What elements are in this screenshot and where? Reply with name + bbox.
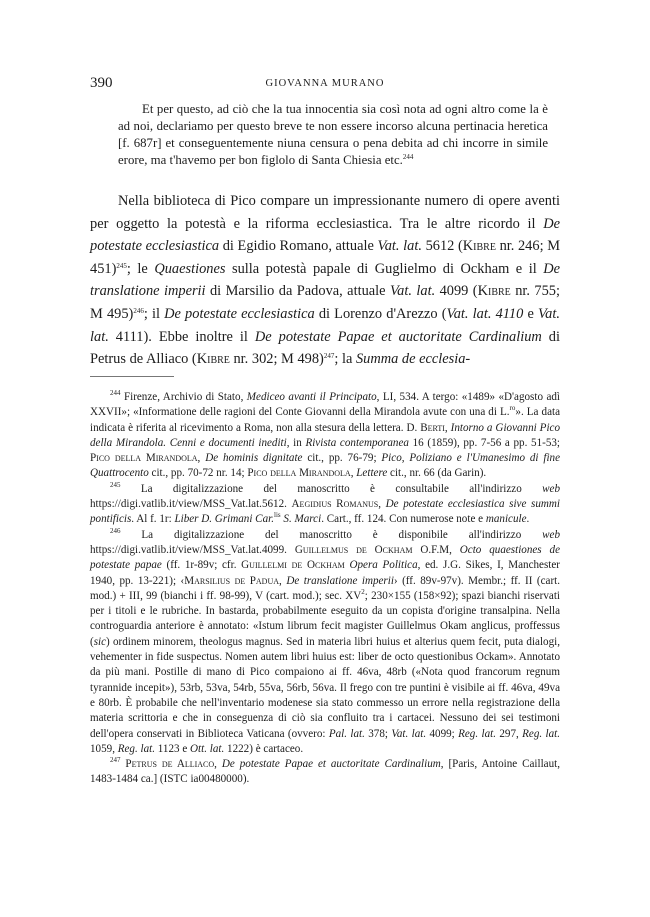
text-run: , xyxy=(197,452,206,465)
italic-word: web xyxy=(542,482,560,495)
footnote-separator xyxy=(90,376,174,377)
superscript: 2 xyxy=(361,587,365,596)
footnote-number: 247 xyxy=(110,756,121,765)
work-title: De potestate Papae et auctoritate Cardinalium xyxy=(221,758,441,771)
shelfmark: Vat. lat. xyxy=(391,727,427,740)
text-run: 5612 ( xyxy=(421,238,463,255)
work-title: Pico, Poliziano e l'Umanesimo di fine Quattrocento xyxy=(90,452,561,480)
text-run: 4099; xyxy=(426,727,459,740)
text-run: e xyxy=(523,305,538,322)
text-run: , LI, 534. A tergo: «1489» «D'agosto adì XXVII»; «Informatione delle ragioni del Conte Giovanni della Mirandola avute con una di L. xyxy=(90,391,561,419)
url-text: https://digi.vatlib.it/view/MSS_Vat.lat.4099. xyxy=(90,543,295,556)
footnote-number: 245 xyxy=(110,480,121,489)
text-run: 1123 e xyxy=(155,742,191,755)
text-run: 1059, xyxy=(90,742,118,755)
text-run: (ff. 1r-89v; cfr. xyxy=(161,559,242,572)
text-run: 1222) è cartaceo. xyxy=(224,742,304,755)
shelfmark: Reg. lat. xyxy=(458,727,496,740)
shelfmark: Vat. lat. xyxy=(389,283,436,300)
shelfmark: Reg. lat. xyxy=(117,742,156,755)
work-title: Mediceo avanti il Principato xyxy=(246,391,377,403)
author-name: Marsilius de Padua xyxy=(184,574,280,587)
italic-word: sic xyxy=(93,635,107,648)
text-run: cit., nr. 66 (da Garin). xyxy=(387,467,487,480)
text-run: cit., pp. 76-79; xyxy=(302,452,382,465)
author-name: Petrus de Alliaco xyxy=(125,758,215,771)
text-run: di Petrus de Alliaco ( xyxy=(90,328,560,368)
shelfmark: Reg. lat. xyxy=(522,727,560,740)
author-name: Aegidius Romanus xyxy=(291,498,379,511)
inscription: S. Marci xyxy=(280,513,322,526)
text-run: ; il xyxy=(143,305,165,322)
author-name: Pico della Mirandola xyxy=(247,467,351,480)
text-run: di Lorenzo d'Arezzo ( xyxy=(314,305,447,322)
italic-word: web xyxy=(542,528,560,541)
text-run: ; la xyxy=(334,351,356,368)
work-title: Opera Politica xyxy=(349,559,418,572)
text-run: ; le xyxy=(126,260,155,277)
text-run: , xyxy=(279,574,287,587)
work-title: Rivista contemporanea xyxy=(305,436,409,449)
author-name: Kibre xyxy=(196,351,230,368)
text-run: nr. 302; M 498) xyxy=(229,351,324,368)
text-run: , xyxy=(378,498,386,511)
url-text: https://digi.vatlib.it/view/MSS_Vat.lat.5612. xyxy=(90,498,292,511)
footnote-245 xyxy=(90,482,560,528)
footnote-ref[interactable]: 247 xyxy=(323,352,335,361)
shelfmark: Vat. lat. xyxy=(377,238,422,255)
text-run: 4099 ( xyxy=(435,283,478,300)
text-run: di Marsilio da Padova, attuale xyxy=(205,283,390,300)
text-run: nr. 755; M 495) xyxy=(90,283,560,322)
footnote-ref[interactable]: 246 xyxy=(133,306,144,315)
text-run: O.F.M, xyxy=(412,543,460,556)
author-name: Berti xyxy=(420,421,445,434)
block-quote xyxy=(118,101,548,169)
work-title: De translatione imperii xyxy=(90,260,560,300)
author-name: Guillelmi de Ockham xyxy=(241,559,345,572)
quote-text: Et per questo, ad ciò che la tua innocentia sia così nota ad ogni altro come la è ad noi, declariamo per questo breve te non essere incorso alcuna pertinacia heretica [f. 687r] et conseguentemente niuna censura o pena debita ad chi incorre in simile erore, ma t'havemo per bon figlolo di Santa Chiesia etc. xyxy=(118,102,548,167)
text-run: 378; xyxy=(364,727,392,740)
text-run: 16 (1859), pp. 7-56 a pp. 51-53; xyxy=(408,436,560,449)
work-title: Octo quaestiones de potestate papae xyxy=(90,543,561,572)
author-name: Pico della Mirandola xyxy=(90,452,198,465)
text-run: , xyxy=(214,758,222,771)
author-name: Kibre xyxy=(477,283,511,300)
shelfmark: Vat. lat. xyxy=(90,305,560,345)
footnote-247 xyxy=(90,757,560,788)
running-head: GIOVANNA MURANO xyxy=(265,78,385,89)
text-run: ) ordinem minorem, theologus magnus. Sed in materia libri huius et alterius quem fecit, puta dialogi, vehementer in fide suspectus. Nomen autem libri huius est: liber de octo questionibus Ockam». Annotato da più mani. Postille di mano di Pico compaiono ai ff. 46va, 48rb («Nota quod francorum regnum tyrannide incepit»), 53rb, 53va, 54rb, 55va, 56rb, 56va. Il frego con tre puntini è visibile ai ff. 46va, 49va e 80rb. È probabile che nell'inventario modenese sia stato commesso un errore nella registrazione della materia scrittoria e che in conseguenza di ciò sia confluito tra i cartacei. Nessuno dei sei testimoni dell'opera conservati in Biblioteca Vaticana (ovvero: xyxy=(90,635,560,740)
footnote-number: 244 xyxy=(110,389,121,397)
footnotes xyxy=(90,390,560,788)
shelfmark: Pal. lat. xyxy=(328,727,365,740)
text-run: › (ff. 89v-97v). Membr.; ff. II (cart. mod.) + III, 99 (bianchi i ff. 98-99), V (cart. mod.); sec. XV xyxy=(90,574,561,602)
work-title: De potestate ecclesiastica sive summi pontificis xyxy=(90,498,560,526)
body-paragraph xyxy=(90,190,560,371)
text-run: , ed. J.G. Sikes, I, Manchester 1940, pp. 13-221); ‹ xyxy=(90,559,560,587)
author-name: Kibre xyxy=(462,238,496,255)
shelfmark: Vat. lat. 4110 xyxy=(446,305,524,322)
inscription: Liber D. Grimani Car. xyxy=(174,513,274,526)
text-run: , xyxy=(350,467,357,480)
text-run: cit., pp. 70-72 nr. 14; xyxy=(148,467,248,480)
work-title: Lettere xyxy=(356,467,388,480)
work-title: De translatione imperii xyxy=(286,574,394,587)
text-run: Nella biblioteca di Pico compare un impressionante numero di opere aventi per oggetto la potestà e la riforma ecclesiastica. Tra le altre ricordo il xyxy=(90,193,560,232)
text-run: Firenze, Archivio di Stato, xyxy=(120,391,247,403)
text-run: ; 230×155 (158×92); spazi bianchi riservati per i titoli e le rubriche. In bastarda, probabilmente eseguito da un copista d'origine transalpina. Nella controguardia anteriore è annotato: «Istum librum fecit magister Guillelmus Okam anglicus, proffessus ( xyxy=(90,589,560,648)
work-title: De potestate ecclesiastica xyxy=(90,215,560,255)
italic-word: manicule xyxy=(485,513,527,526)
superscript: lis xyxy=(274,511,281,520)
text-run: La digitalizzazione del manoscritto è consultabile all'indirizzo xyxy=(120,482,543,495)
text-run: . xyxy=(526,513,530,526)
footnote-number: 246 xyxy=(110,526,121,535)
work-title: Intorno a Giovanni Pico della Mirandola. Cenni e documenti inediti xyxy=(90,421,561,449)
author-name: Guillelmus de Ockham xyxy=(294,543,413,556)
footnote-ref[interactable]: 245 xyxy=(116,261,127,270)
text-run: , [Paris, Antoine Caillaut, 1483-1484 ca.] (ISTC ia00480000). xyxy=(90,758,561,786)
page-header xyxy=(90,75,560,95)
text-run: ». La data indicata è riferita al ricevimento a Roma, non alla stesura della lettera. D. xyxy=(90,406,560,434)
text-run: 4111). Ebbe inoltre il xyxy=(108,328,255,345)
text-run: nr. 246; M 451) xyxy=(90,238,560,277)
superscript: ro xyxy=(509,404,516,413)
text-run: La digitalizzazione del manoscritto è disponibile all'indirizzo xyxy=(120,528,543,541)
text-run: di Egidio Romano, attuale xyxy=(219,238,378,255)
work-title: De potestate ecclesiastica xyxy=(164,305,315,322)
work-title: Quaestiones xyxy=(154,260,226,277)
shelfmark: Ott. lat. xyxy=(190,742,225,755)
work-title: De potestate Papae et auctoritate Cardinalium xyxy=(254,328,542,345)
footnote-246 xyxy=(90,528,560,757)
text-run: . Cart., ff. 124. Con numerose note e xyxy=(321,513,486,526)
text-run: . Al f. 1r: xyxy=(131,513,175,526)
text-run: , xyxy=(444,421,451,434)
footnote-244 xyxy=(90,390,560,482)
text-run: , in xyxy=(286,436,306,449)
footnote-ref[interactable]: 244 xyxy=(402,153,414,161)
work-title: De hominis dignitate xyxy=(205,452,303,465)
text-run: 297, xyxy=(495,727,523,740)
work-title: Summa de ecclesia- xyxy=(355,351,471,368)
page-number: 390 xyxy=(90,75,113,91)
text-run: sulla potestà papale di Guglielmo di Ockham e il xyxy=(225,260,544,277)
